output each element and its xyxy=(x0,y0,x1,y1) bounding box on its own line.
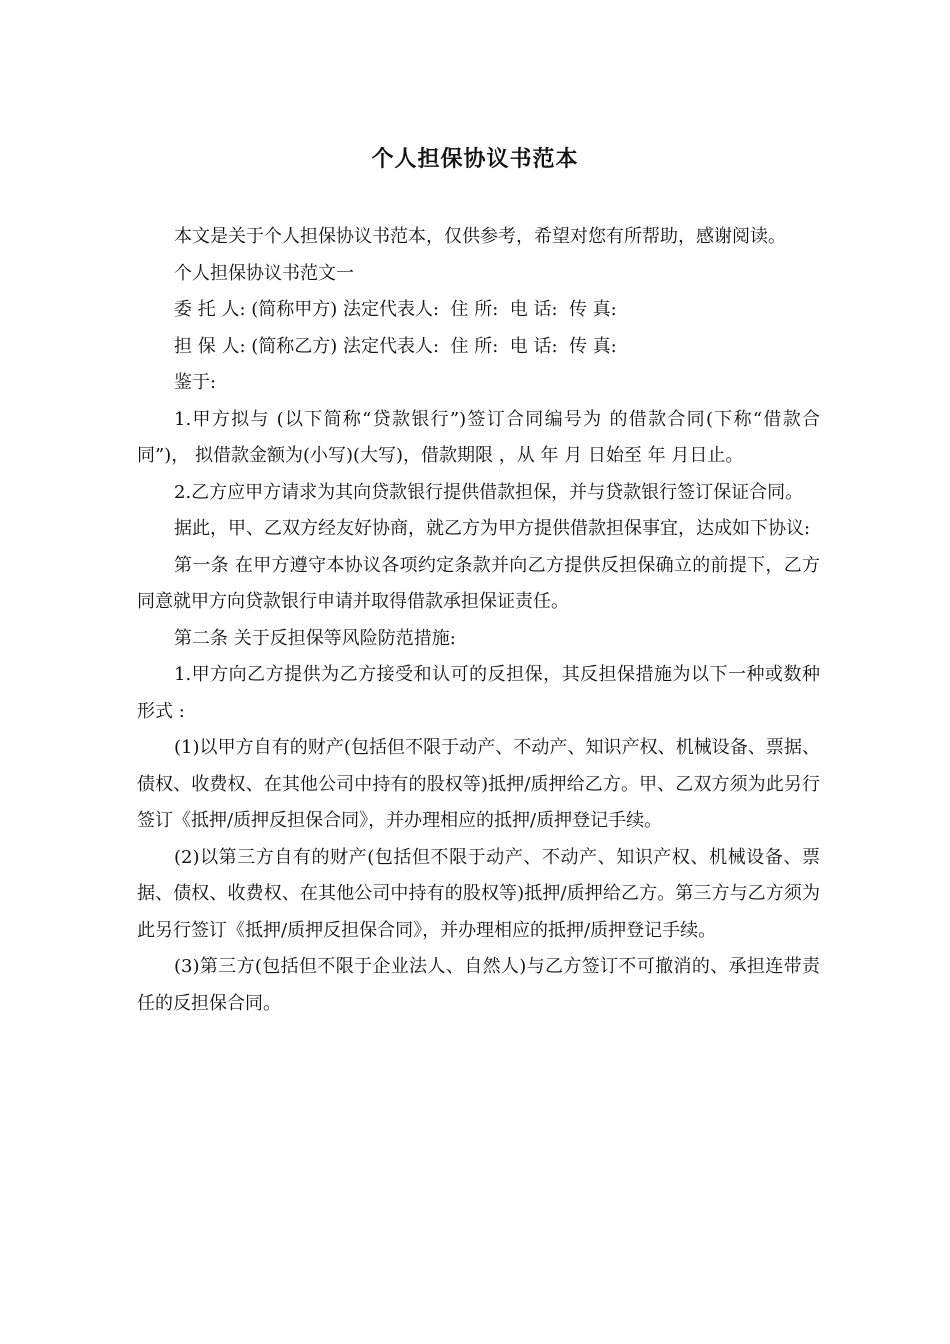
whereas-item-2: 2.乙方应甲方请求为其向贷款银行提供借款担保，并与贷款银行签订保证合同。 xyxy=(174,481,804,503)
party-a-line: 委 托 人: (简称甲方) 法定代表人: 住 所: 电 话: 传 真: xyxy=(174,299,617,320)
section-heading: 个人担保协议书范文一 xyxy=(174,262,354,284)
article-1: 第一条 在甲方遵守本协议各项约定条款并向乙方提供反担保确立的前提下，乙方同意就甲方向贷款银行申请并取得借款承担保证责任。 xyxy=(137,554,820,612)
intro-paragraph: 本文是关于个人担保协议书范本，仅供参考，希望对您有所帮助，感谢阅读。 xyxy=(174,226,786,247)
article-2-subitem-1: (1)以甲方自有的财产(包括但不限于动产、不动产、知识产权、机械设备、票据、债权、收费权、在其他公司中持有的股权等)抵押/质押给乙方。甲、乙双方须为此另行签订《抵押/质押反担保合同》，并办理相应的抵押/质押登记手续。 xyxy=(137,737,820,831)
whereas-item-1: 1.甲方拟与 (以下简称“贷款银行”)签订合同编号为 的借款合同(下称“借款合同”)， 拟借款金额为(小写)(大写)，借款期限 ，从 年 月 日始至 年 月日止。 xyxy=(137,408,820,466)
article-2-heading: 第二条 关于反担保等风险防范措施: xyxy=(174,627,456,649)
party-b-line: 担 保 人: (简称乙方) 法定代表人: 住 所: 电 话: 传 真: xyxy=(174,335,617,357)
article-2-subitem-3: (3)第三方(包括但不限于企业法人、自然人)与乙方签订不可撤消的、承担连带责任的反担保合同。 xyxy=(137,956,820,1014)
agreement-paragraph: 据此，甲、乙双方经友好协商，就乙方为甲方提供借款担保事宜，达成如下协议: xyxy=(174,518,811,539)
article-2-subitem-2: (2)以第三方自有的财产(包括但不限于动产、不动产、知识产权、机械设备、票据、债权、收费权、在其他公司中持有的股权等)抵押/质押给乙方。第三方与乙方须为此另行签订《抵押/质押反担保合同》，并办理相应的抵押/质押登记手续。 xyxy=(137,846,820,941)
document-title: 个人担保协议书范本 xyxy=(371,146,579,172)
whereas-heading: 鉴于: xyxy=(174,372,217,393)
article-2-item-1: 1.甲方向乙方提供为乙方接受和认可的反担保，其反担保措施为以下一种或数种形式 : xyxy=(137,664,820,722)
document-body xyxy=(137,219,820,1022)
